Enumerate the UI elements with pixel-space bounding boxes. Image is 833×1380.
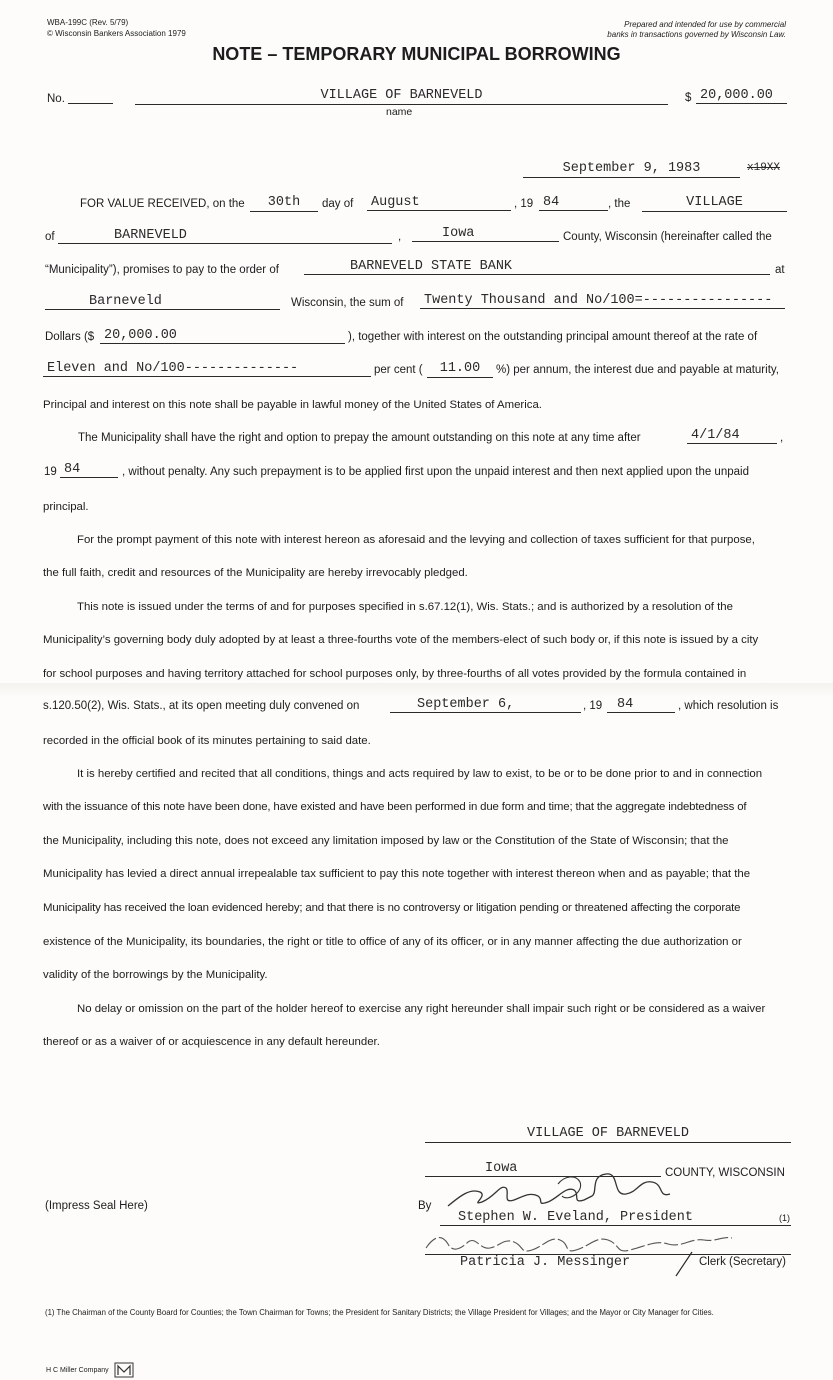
issuance-line-4b: , which resolution is xyxy=(678,700,779,712)
certify-line-4: Municipality has levied a direct annual irrepealable tax sufficient to pay this note together with interest thereon when and as payable; that the xyxy=(43,868,751,880)
prepay-year: 84 xyxy=(60,462,118,478)
issuance-line-4a: s.120.50(2), Wis. Stats., at its open meeting duly convened on xyxy=(43,700,360,712)
year-field: 84 xyxy=(539,195,608,211)
struck-year: x19XX xyxy=(747,162,781,174)
interest-text: ), together with interest on the outstanding principal amount thereof at the rate of xyxy=(348,331,758,343)
paper-fold xyxy=(0,683,833,697)
dollars-label: Dollars ($ xyxy=(45,331,95,343)
municipality-name: BARNEVELD xyxy=(58,228,392,244)
municipality-text: “Municipality”), promises to pay to the order of xyxy=(45,264,279,276)
issuance-line-5: recorded in the official book of its minutes pertaining to said date. xyxy=(43,735,371,747)
waiver-line-2: thereof or as a waiver of or acquiescence in any default hereunder. xyxy=(43,1036,380,1048)
document-title: NOTE – TEMPORARY MUNICIPAL BORROWING xyxy=(212,44,621,64)
prepared-note xyxy=(560,20,786,40)
value-received-text: FOR VALUE RECEIVED, on the xyxy=(80,198,245,210)
copyright: © Wisconsin Bankers Association 1979 xyxy=(47,29,186,38)
at-text: at xyxy=(775,264,785,276)
certify-line-6: existence of the Municipality, its boundaries, the right or title to office of any of its officer, or in any manner affecting the due authorization or xyxy=(43,936,742,948)
printer-name: H C Miller Company xyxy=(46,1367,109,1374)
clerk-name: Patricia J. Messinger xyxy=(460,1255,631,1270)
certify-line-5: Municipality has received the loan evidenced hereby; and that there is no controversy or litigation pending or threatened affecting the corporate xyxy=(43,902,741,914)
pledge-line-1: For the prompt payment of this note with interest hereon as aforesaid and the levying and collection of taxes sufficient for that purpose, xyxy=(77,534,755,546)
prepay-comma: , xyxy=(780,432,784,444)
issuance-line-1: This note is issued under the terms of and for purposes specified in s.67.12(1), Wis. Stats.; and is authorized by a resolution of the xyxy=(77,601,733,613)
municipality-type: VILLAGE xyxy=(642,195,787,212)
meeting-year: 84 xyxy=(607,697,675,713)
name-caption: name xyxy=(386,106,413,118)
comma: , xyxy=(398,231,402,243)
principal-text: principal. xyxy=(43,501,89,513)
dollars-amount: 20,000.00 xyxy=(100,328,345,344)
nineteen-text: , 19 xyxy=(514,198,534,210)
county-text: County, Wisconsin (hereinafter called the xyxy=(563,231,772,243)
prepared-line-2: banks in transactions governed by Wisconsin Law. xyxy=(607,30,786,39)
clerk-label: Clerk (Secretary) xyxy=(699,1256,786,1268)
pledge-line-2: the full faith, credit and resources of the Municipality are hereby irrevocably pledged. xyxy=(43,567,468,579)
president-name: Stephen W. Eveland, President xyxy=(440,1210,791,1226)
no-field xyxy=(68,103,113,104)
prepay-text: The Municipality shall have the right and option to prepay the amount outstanding on this note at any time after xyxy=(78,432,641,444)
month-field: August xyxy=(367,195,511,211)
waiver-line-1: No delay or omission on the part of the holder hereof to exercise any right hereunder shall impair such right or be considered as a waiver xyxy=(77,1003,766,1015)
meeting-date: September 6, xyxy=(390,697,581,713)
signature-county: Iowa xyxy=(425,1161,661,1177)
county-wisconsin-label: COUNTY, WISCONSIN xyxy=(665,1167,785,1179)
prepay-date: 4/1/84 xyxy=(687,428,777,444)
payee-field: BARNEVELD STATE BANK xyxy=(304,259,770,275)
president-signature xyxy=(440,1166,680,1216)
per-cent-text: per cent ( xyxy=(374,364,423,376)
dollar-sign: $ xyxy=(685,92,692,104)
day-field: 30th xyxy=(250,195,318,212)
sum-words: Twenty Thousand and No/100=---------------- xyxy=(420,293,785,309)
signature-municipality: VILLAGE OF BARNEVELD xyxy=(425,1126,791,1143)
rate-words: Eleven and No/100-------------- xyxy=(43,361,371,377)
certify-line-1: It is hereby certified and recited that all conditions, things and acts required by law to exist, to be or to be done prior to and in connection xyxy=(77,768,763,780)
meeting-nineteen: , 19 xyxy=(583,700,603,712)
issuance-line-3: for school purposes and having territory attached for school purposes only, by three-fourths of all votes provided by the formula contained in xyxy=(43,668,747,680)
rate-number: 11.00 xyxy=(427,361,493,378)
certify-line-3: the Municipality, including this note, does not exceed any limitation imposed by law or the Constitution of the State of Wisconsin; that the xyxy=(43,835,729,847)
the-text: , the xyxy=(608,198,631,210)
footnote-text: (1) The Chairman of the County Board for Counties; the Town Chairman for Towns; the President for Sanitary Districts; the Village President for Villages; and the Mayor or City Manager for Cities. xyxy=(45,1308,714,1317)
of-text: of xyxy=(45,231,55,243)
prepared-line-1: Prepared and intended for use by commercial xyxy=(624,20,786,29)
seal-placeholder: (Impress Seal Here) xyxy=(45,1200,148,1212)
sum-text: Wisconsin, the sum of xyxy=(291,297,404,309)
prepay-rest: , without penalty. Any such prepayment is to be applied first upon the unpaid interest and then next applied upon the unpaid xyxy=(122,466,749,478)
day-of-text: day of xyxy=(322,198,354,210)
city-field: Barneveld xyxy=(45,294,280,310)
certify-line-2: with the issuance of this note have been done, have existed and have been performed in due form and time; that the aggregate indebtedness of xyxy=(43,801,747,813)
footnote-mark: (1) xyxy=(779,1213,790,1223)
by-label: By xyxy=(418,1200,432,1212)
issuance-line-2: Municipality’s governing body duly adopted by at least a three-fourths vote of the members-elect of such body or, if this note is issued by a city xyxy=(43,634,759,646)
printer-logo-icon xyxy=(114,1362,134,1378)
borrower-name: VILLAGE OF BARNEVELD xyxy=(135,88,668,105)
form-code: WBA-199C (Rev. 5/79) xyxy=(47,18,129,27)
prepay-nineteen: 19 xyxy=(44,466,57,478)
amount-figure: 20,000.00 xyxy=(696,88,787,104)
no-label: No. xyxy=(47,93,65,105)
per-annum-text: %) per annum, the interest due and payable at maturity, xyxy=(496,364,779,376)
note-date: September 9, 1983 xyxy=(523,161,740,178)
slash-mark xyxy=(672,1250,696,1278)
lawful-money-text: Principal and interest on this note shall be payable in lawful money of the United States of America. xyxy=(43,399,542,411)
county-field: Iowa xyxy=(412,226,559,242)
certify-line-7: validity of the borrowings by the Municipality. xyxy=(43,969,268,981)
